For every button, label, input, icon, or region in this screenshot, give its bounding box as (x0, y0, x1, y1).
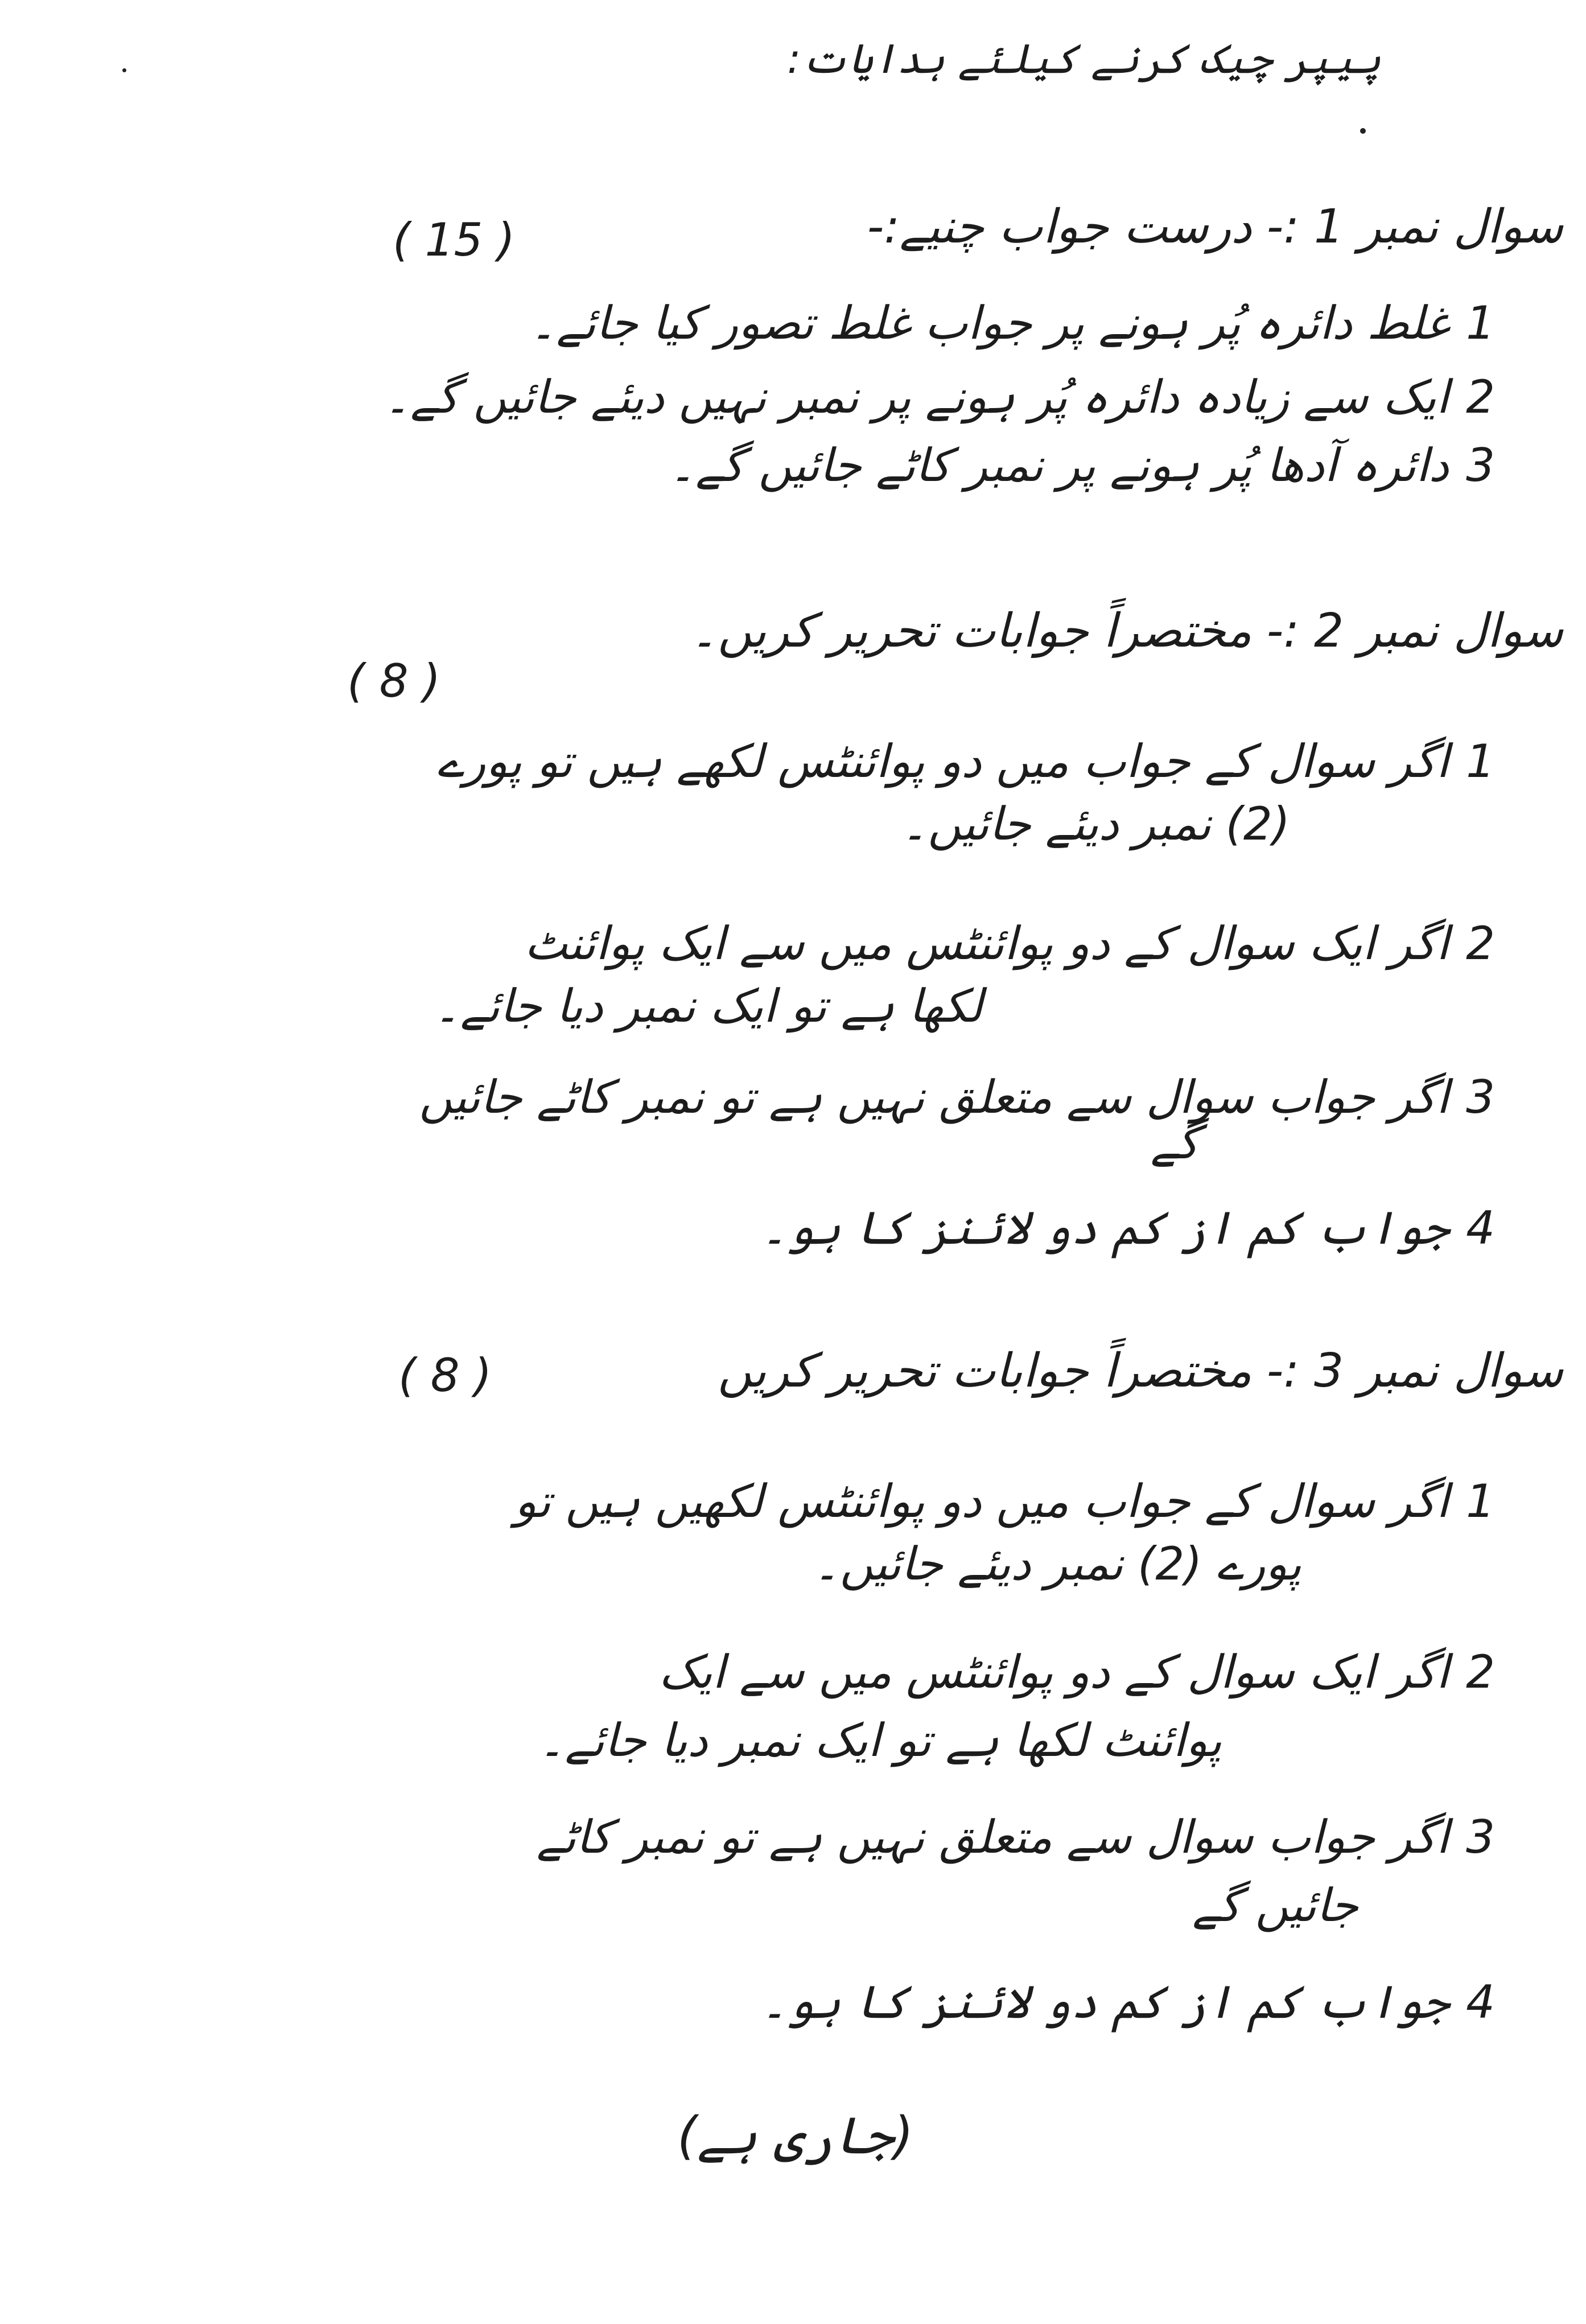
item-number: 2 (1466, 371, 1495, 423)
ink-dot (1360, 128, 1366, 134)
q2-item-1 (437, 734, 1495, 789)
item-number: 2 (1466, 1646, 1495, 1698)
q3-item-2 (659, 1645, 1495, 1700)
item-text: ایک سے زیادہ دائرہ پُر ہونے پر نمبر نہیں دیئے جائیں گے۔ (384, 371, 1449, 423)
item-text: اگر سوال کے جواب میں دو پوائنٹس لکھے ہیں تو پورے (436, 735, 1449, 788)
q2-item-2-cont: لکھا ہے تو ایک نمبر دیا جائے۔ (434, 980, 983, 1033)
item-text: دائرہ آدھا پُر ہونے پر نمبر کاٹے جائیں گے۔ (669, 439, 1449, 492)
item-text: اگر سوال کے جواب میں دو پوائنٹس لکھیں ہیں تو (514, 1475, 1449, 1528)
item-number: 1 (1466, 1475, 1495, 1528)
q2-marks: ( 8 ) (347, 655, 441, 708)
item-number: 3 (1466, 439, 1495, 492)
item-number: 1 (1466, 735, 1495, 788)
q2-heading: سوال نمبر 2 :- مختصراً جوابات تحریر کریں۔ (690, 604, 1563, 658)
q2-item-4 (761, 1201, 1495, 1256)
q1-marks: ( 15 ) (393, 213, 516, 266)
item-text: جواب کم از کم دو لائنز کا ہو۔ (760, 1976, 1449, 2029)
q3-item-3-cont: جائیں گے (1192, 1879, 1358, 1932)
item-text: اگر ایک سوال کے دو پوائنٹس میں سے ایک پوائنٹ (524, 917, 1449, 970)
item-text: اگر ایک سوال کے دو پوائنٹس میں سے ایک (658, 1646, 1449, 1698)
ink-dot (122, 68, 126, 72)
q2-item-3 (419, 1070, 1495, 1125)
q3-item-2-cont: پوائنٹ لکھا ہے تو ایک نمبر دیا جائے۔ (538, 1714, 1222, 1767)
q2-item-1-cont: (2) نمبر دیئے جائیں۔ (901, 797, 1290, 850)
item-number: 4 (1466, 1202, 1495, 1254)
item-text: اگر جواب سوال سے متعلق نہیں ہے تو نمبر کاٹے (537, 1811, 1449, 1864)
q1-item-2 (384, 370, 1495, 425)
item-number: 3 (1466, 1811, 1495, 1864)
item-number: 2 (1466, 917, 1495, 970)
item-number: 4 (1466, 1976, 1495, 2029)
q1-item-3 (669, 438, 1495, 493)
page-title: پیپر چیک کرنے کیلئے ہدایات: (787, 35, 1381, 83)
item-text: اگر جواب سوال سے متعلق نہیں ہے تو نمبر کاٹے جائیں (419, 1071, 1449, 1124)
item-number: 1 (1466, 297, 1495, 349)
q3-item-4 (761, 1975, 1495, 2030)
q3-heading: سوال نمبر 3 :- مختصراً جوابات تحریر کریں (718, 1344, 1563, 1398)
q3-item-3 (537, 1810, 1495, 1865)
continued-note: (جاری ہے) (677, 2106, 914, 2166)
q1-heading: سوال نمبر 1 :- درست جواب چنیے:- (867, 200, 1563, 254)
q3-item-1 (514, 1474, 1495, 1529)
item-text: جواب کم از کم دو لائنز کا ہو۔ (760, 1202, 1449, 1254)
q3-marks: ( 8 ) (398, 1349, 492, 1402)
q1-item-1 (530, 296, 1495, 351)
item-number: 3 (1466, 1071, 1495, 1124)
item-text: غلط دائرہ پُر ہونے پر جواب غلط تصور کیا جائے۔ (530, 297, 1449, 349)
q3-item-1-cont: پورے (2) نمبر دیئے جائیں۔ (813, 1537, 1301, 1590)
q2-item-3-cont: گے (1151, 1116, 1199, 1169)
q2-item-2 (525, 916, 1495, 971)
